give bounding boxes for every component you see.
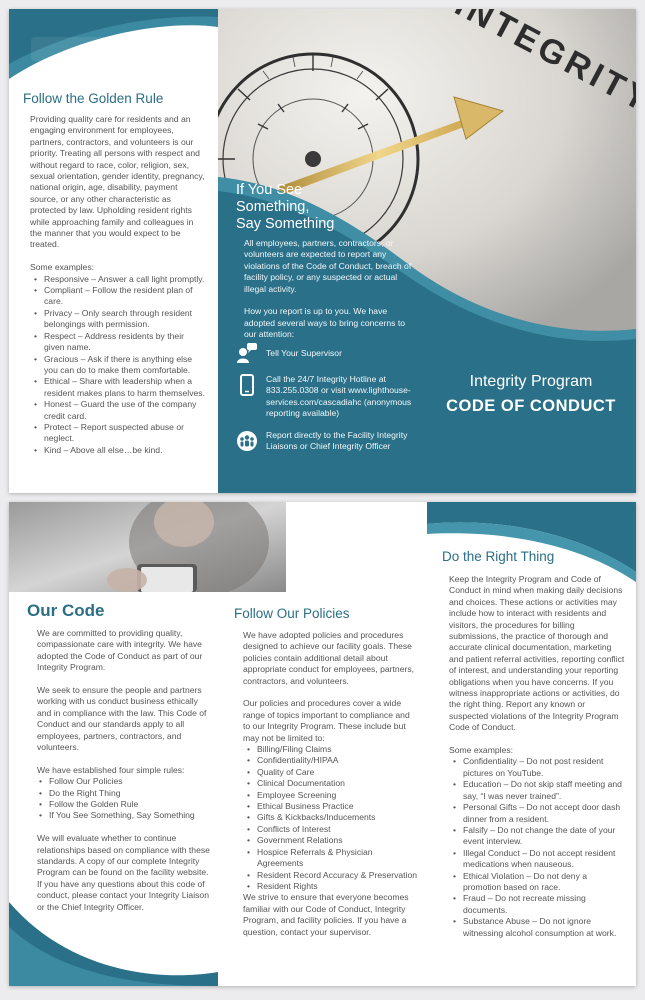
faded-logo xyxy=(31,37,141,61)
list-item: • If You See Something, Say Something xyxy=(37,810,213,821)
brochure-outside-sheet xyxy=(9,9,636,493)
rules-list xyxy=(37,776,213,822)
policies-para1: We have adopted policies and procedures designed to achieve our facility goals. These policies contain additional detail about appropriate conduct for employees, partners, contractors, and volunteers. xyxy=(243,630,415,686)
right-thing-para1: Keep the Integrity Program and Code of Conduct in mind when making daily decisions and choices. These actions or activities may include how to interact with residents and visitors, the procedures for billing submissions, the practice of thorough and accurate clinical documentation, marketing and patient referral activities, reporting conflict of interest, and understanding your reporting obligations when you have concerns. If you witness inappropriate actions or activities, do the right thing. Report any known or suspected violations of the Integrity Program Code of Conduct. xyxy=(449,574,625,733)
policies-para2: Our policies and procedures cover a wide range of topics important to compliance and to our Integrity Program. These include but may not be limited to: xyxy=(243,698,410,743)
golden-rule-title: Follow the Golden Rule xyxy=(23,91,164,106)
title-line: Something, xyxy=(236,199,310,215)
list-item: • Resident Record Accuracy & Preservation xyxy=(245,870,417,881)
person-with-phone-photo xyxy=(9,502,286,592)
list-item: • Employee Screening xyxy=(245,790,417,801)
program-name: Integrity Program xyxy=(469,373,593,390)
list-item: • Honest – Guard the use of the company credit card. xyxy=(32,399,206,422)
list-item: • Confidentiality – Do not post resident pictures on YouTube. xyxy=(451,756,625,779)
golden-rule-intro: Providing quality care for residents and an engaging environment for employees, partners, contractors, and volunteers is our priority. Treating all persons with respect and without regard to race, color, religion, sex, sexual orientation, gender identity, pregnancy, national origin, age, disability, payment source, or any other characteristic as protected by law. Upholding resident rights while approaching family and colleagues in the manner that you would expect to be treated. xyxy=(30,114,205,250)
golden-rule-examples-label: Some examples: xyxy=(30,262,95,273)
list-item: • Ethical Business Practice xyxy=(245,801,417,812)
contact-text: Call the 24/7 Integrity Hotline at 833.255.0308 or visit www.lighthouse-services.com/cascadiahc (anonymous reporting available) xyxy=(266,374,412,419)
list-item: • Gifts & Kickbacks/Inducements xyxy=(245,812,417,823)
right-thing-title: Do the Right Thing xyxy=(442,549,555,564)
list-item: • Gracious – Ask if there is anything else you can do to make them comfortable. xyxy=(32,354,206,377)
list-item: • Ethical – Share with leadership when a resident makes plans to harm themselves. xyxy=(32,376,206,399)
our-code-rules-label: We have established four simple rules: xyxy=(37,764,185,775)
contact-methods xyxy=(236,342,416,452)
title-line: Say Something xyxy=(236,216,335,232)
our-code-para3: We will evaluate whether to continue relationships based on compliance with these standards. A copy of our complete Integrity Program can be found on the facility website. If you have any questions about this code of conduct, please contact your Integrity Liaison or the Chief Integrity Officer. xyxy=(37,833,210,912)
list-item: • Confidentiality/HIPAA xyxy=(245,755,417,766)
list-item: • Compliant – Follow the resident plan of care. xyxy=(32,285,206,308)
list-item: • Billing/Filing Claims xyxy=(245,744,417,755)
golden-rule-body xyxy=(30,114,206,456)
contact-liaison xyxy=(236,430,416,453)
list-item: • Follow the Golden Rule xyxy=(37,799,213,810)
brochure-inside-sheet xyxy=(9,502,636,986)
list-item: • Conflicts of Interest xyxy=(245,824,417,835)
list-item: • Privacy – Only search through resident belongings with permission. xyxy=(32,308,206,331)
list-item: • Responsive – Answer a call light promptly. xyxy=(32,274,206,285)
golden-rule-panel xyxy=(9,9,218,493)
list-item: • Illegal Conduct – Do not accept resident medications when nauseous. xyxy=(451,848,625,871)
list-item: • Substance Abuse – Do not ignore witnessing alcohol consumption at work. xyxy=(451,916,625,939)
say-something-para2: How you report is up to you. We have adopted several ways to bring concerns to our attention: xyxy=(244,306,405,340)
contact-text: Report directly to the Facility Integrity Liaisons or Chief Integrity Officer xyxy=(266,429,408,452)
list-item: • Follow Our Policies xyxy=(37,776,213,787)
list-item: • Fraud – Do not recreate missing documents. xyxy=(451,893,625,916)
list-item: • Resident Rights xyxy=(245,881,417,892)
contact-text: Tell Your Supervisor xyxy=(266,348,342,358)
list-item: • Kind – Above all else…be kind. xyxy=(32,445,206,456)
policies-title: Follow Our Policies xyxy=(234,606,350,621)
list-item: • Protect – Report suspected abuse or neglect. xyxy=(32,422,206,445)
list-item: • Clinical Documentation xyxy=(245,778,417,789)
policies-list xyxy=(245,744,417,892)
list-item: • Respect – Address residents by their given name. xyxy=(32,331,206,354)
list-item: • Ethical Violation – Do not deny a promotion based on race. xyxy=(451,871,625,894)
right-thing-examples-label: Some examples: xyxy=(449,745,514,756)
list-item: • Education – Do not skip staff meeting and say, “I was never trained”. xyxy=(451,779,625,802)
list-item: • Personal Gifts – Do not accept door dash dinner from a resident. xyxy=(451,802,625,825)
say-something-body xyxy=(244,238,414,341)
our-code-title: Our Code xyxy=(27,601,105,620)
teal-panels xyxy=(218,9,636,493)
right-thing-body xyxy=(449,574,625,939)
our-code-para2: We seek to ensure the people and partners working with us conduct business ethically and in compliance with the law. This Code of Conduct and our standards apply to all employees, partners, contractors, and volunteers. xyxy=(37,685,207,753)
list-item: • Do the Right Thing xyxy=(37,788,213,799)
phone-icon xyxy=(236,374,258,396)
list-item: • Falsify – Do not change the date of your event interview. xyxy=(451,825,625,848)
supervisor-icon xyxy=(236,342,258,364)
cover-title xyxy=(436,373,626,416)
say-something-para1: All employees, partners, contractors, or volunteers are expected to report any violations of the Code of Conduct, breach of facility policy, or any suspected or actual illegal activity. xyxy=(244,238,412,294)
list-item: • Hospice Referrals & Physician Agreements xyxy=(245,847,417,870)
title-line: If You See xyxy=(236,182,303,198)
group-icon xyxy=(236,430,258,452)
list-item: • Government Relations xyxy=(245,835,417,846)
our-code-para1: We are committed to providing quality, compassionate care with integrity. We have adopted the Code of Conduct as part of our Integrity Program. xyxy=(37,628,203,673)
right-thing-list xyxy=(451,756,625,939)
policies-closing: We strive to ensure that everyone becomes familiar with our Code of Conduct, Integrity Program, and facility policies. If you have a question, contact your supervisor. xyxy=(243,892,409,937)
golden-rule-list xyxy=(32,274,206,457)
contact-hotline xyxy=(236,374,416,420)
contact-supervisor xyxy=(236,342,416,364)
top-right-wave-decoration xyxy=(427,502,636,582)
code-of-conduct-heading: CODE OF CONDUCT xyxy=(446,397,616,415)
list-item: • Quality of Care xyxy=(245,767,417,778)
policies-body xyxy=(243,630,417,938)
our-code-body xyxy=(37,628,213,913)
say-something-title xyxy=(236,182,334,233)
